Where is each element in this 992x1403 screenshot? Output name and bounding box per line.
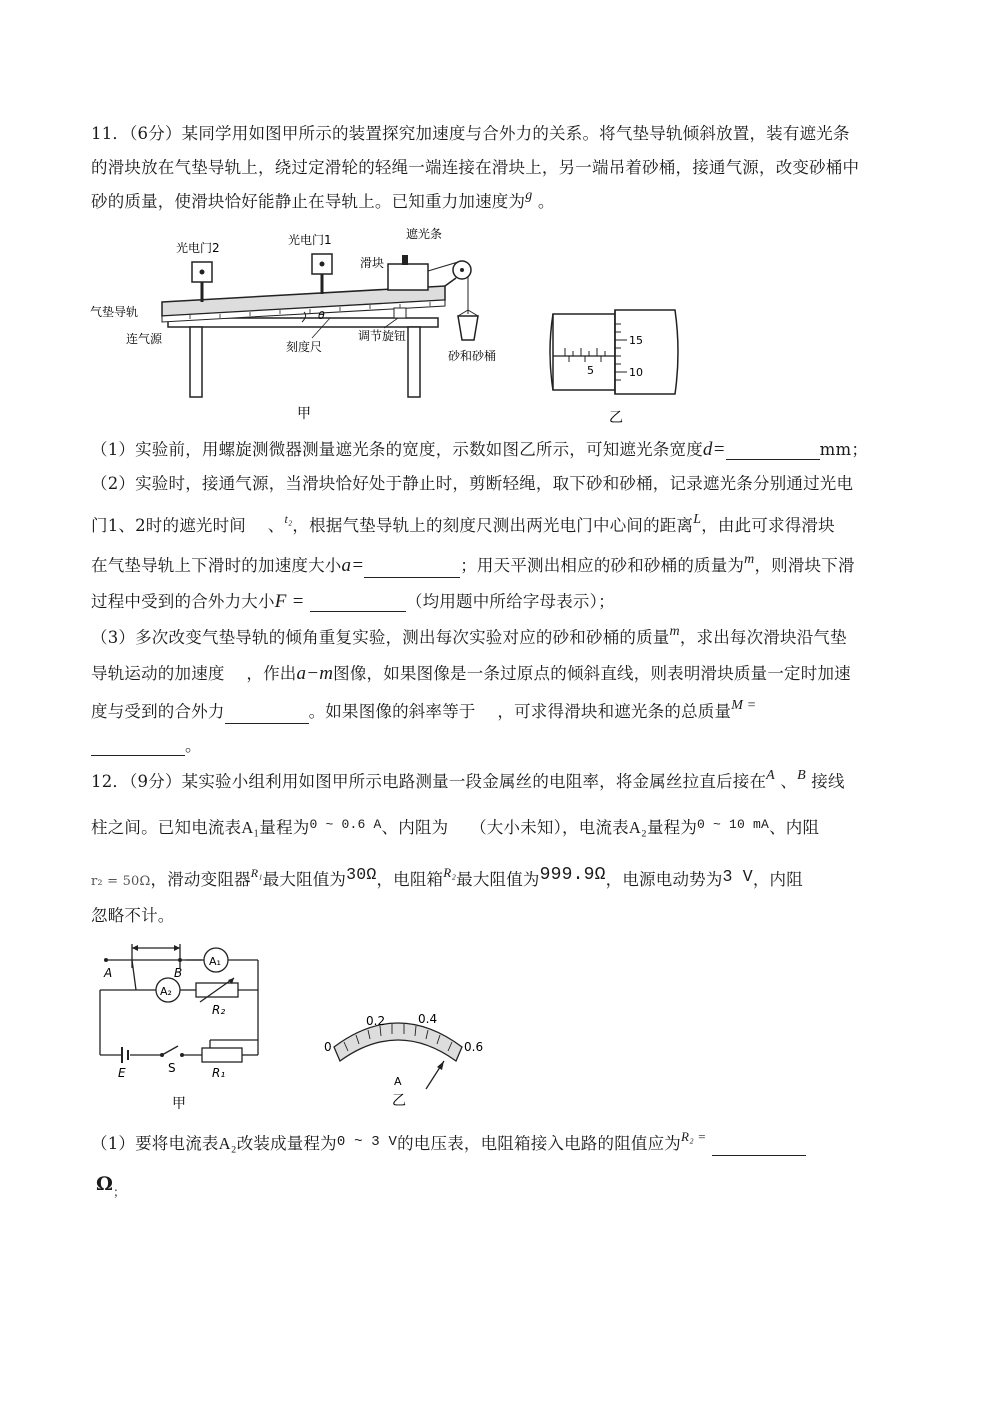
dial-tick-0.4: 0.4 [418,1012,438,1026]
theta-label: θ [318,309,325,322]
fig12-yi-caption: 乙 [392,1093,406,1109]
q11-part2-line-1: （2）实验时，接通气源，当滑块恰好处于静止时，剪断轻绳，取下砂和砂桶，记录遮光条分别通过光电 [91,474,854,493]
q11-part3-line-3: 度与受到的合外力 。如果图像的斜率等于 ，可求得滑块和遮光条的总质量$^{M =}$ [91,702,756,724]
q12-line-2: 柱之间。已知电流表A₁量程为$^{0 \sim 0.6 A}$、内阻为 （大小未知），电流表A₂量程为$^{0 \sim 10 mA}$、内阻 [91,817,820,837]
answer-blank-relation[interactable] [225,705,309,724]
ammeter-dial-figure [318,1005,493,1115]
knob-label: 调节旋钮 [358,329,407,343]
strip-label: 遮光条 [406,227,443,241]
fig12-jia-caption: 甲 [172,1096,186,1112]
q11-line-1: 11．（6分）某同学用如图甲所示的装置探究加速度与合外力的关系。将气垫导轨倾斜放置，装有遮光条 [91,124,850,143]
circuit-figure [92,940,282,1115]
micrometer-tick-15: 15 [629,334,643,347]
q12-line-3: r₂ = 50Ω，滑动变阻器$^{R_1}$最大阻值为30Ω，电阻箱$^{R_2}$最大阻值为999.9Ω，电源电动势为3 V，内阻 [91,865,803,889]
fig11-yi-caption: 乙 [609,410,623,426]
micrometer-tick-10: 10 [629,366,643,379]
q11-part1: （1）实验前，用螺旋测微器测量遮光条的宽度，示数如图乙所示，可知遮光条宽度d= mm； [91,439,869,460]
q11-part2-line-2: 门1、2时的遮光时间 、$^{t_2}$，根据气垫导轨上的刻度尺测出两光电门中心间的距离$^L$，由此可求得滑块 [91,512,835,535]
answer-blank-a[interactable] [364,559,460,578]
q12-part1-unit: $\Omega_;$ [96,1173,126,1199]
rail-label: 气垫导轨 [90,305,139,319]
terminal-b-label: B [174,966,183,980]
q11-part3-line-1: （3）多次改变气垫导轨的倾角重复实验，测出每次实验对应的砂和砂桶的质量$^m$，求出每次滑块沿气垫 [91,624,847,647]
dial-unit-label: A [394,1075,402,1088]
answer-blank-r2[interactable] [712,1137,806,1156]
air-track-figure [90,222,520,427]
dial-tick-0.6: 0.6 [464,1040,484,1054]
micrometer-tick-5: 5 [587,364,594,377]
dial-tick-0: 0 [324,1040,332,1054]
q11-line-3: 砂的质量，使滑块恰好能静止在导轨上。已知重力加速度为$^g$ 。 [91,188,555,211]
micrometer-figure [545,302,695,427]
q12-line-1: 12．（9分）某实验小组利用如图甲所示电路测量一段金属丝的电阻率，将金属丝拉直后接在$^A$ 、$^B$ 接线 [91,768,845,791]
switch-label: S [168,1061,176,1075]
q11-part3-line-2: 导轨运动的加速度 ，作出a−m图像，如果图像是一条过原点的倾斜直线，则表明滑块质量一定时加速 [91,663,851,684]
terminal-a-label: A [104,966,113,980]
air-label: 连气源 [126,332,163,346]
ammeter-a1-label: A₁ [209,955,221,968]
answer-blank-m[interactable] [91,737,185,756]
gate2-label: 光电门2 [176,241,220,255]
q12-part1: （1）要将电流表A₂改装成量程为$^{0 \sim 3 V}$的电压表，电阻箱接入电路的阻值应为$^{R_2 =}$ [91,1134,806,1156]
ammeter-a2-label: A₂ [160,985,172,998]
battery-label: E [118,1066,126,1080]
q11-part3-line-4: 。 [91,736,202,756]
answer-blank-f[interactable] [310,593,406,612]
r1-label: R₁ [212,1066,226,1080]
ruler-label: 刻度尺 [286,340,323,354]
r2-label: R₂ [212,1003,226,1017]
q11-line-2: 的滑块放在气垫导轨上，绕过定滑轮的轻绳一端连接在滑块上，另一端吊着砂桶，接通气源，改变砂桶中 [91,158,860,177]
answer-blank-d[interactable] [726,441,820,460]
slider-label: 滑块 [360,256,385,270]
dial-tick-0.2: 0.2 [366,1014,386,1028]
q11-part2-line-3: 在气垫导轨上下滑时的加速度大小a= ；用天平测出相应的砂和砂桶的质量为$^m$，则滑块下滑 [91,552,855,576]
fig11-jia-caption: 甲 [297,406,311,422]
bucket-label: 砂和砂桶 [448,349,497,363]
gate1-label: 光电门1 [288,233,332,247]
q12-line-4: 忽略不计。 [91,906,175,925]
q11-part2-line-4: 过程中受到的合外力大小F = （均用题中所给字母表示）； [91,591,615,612]
